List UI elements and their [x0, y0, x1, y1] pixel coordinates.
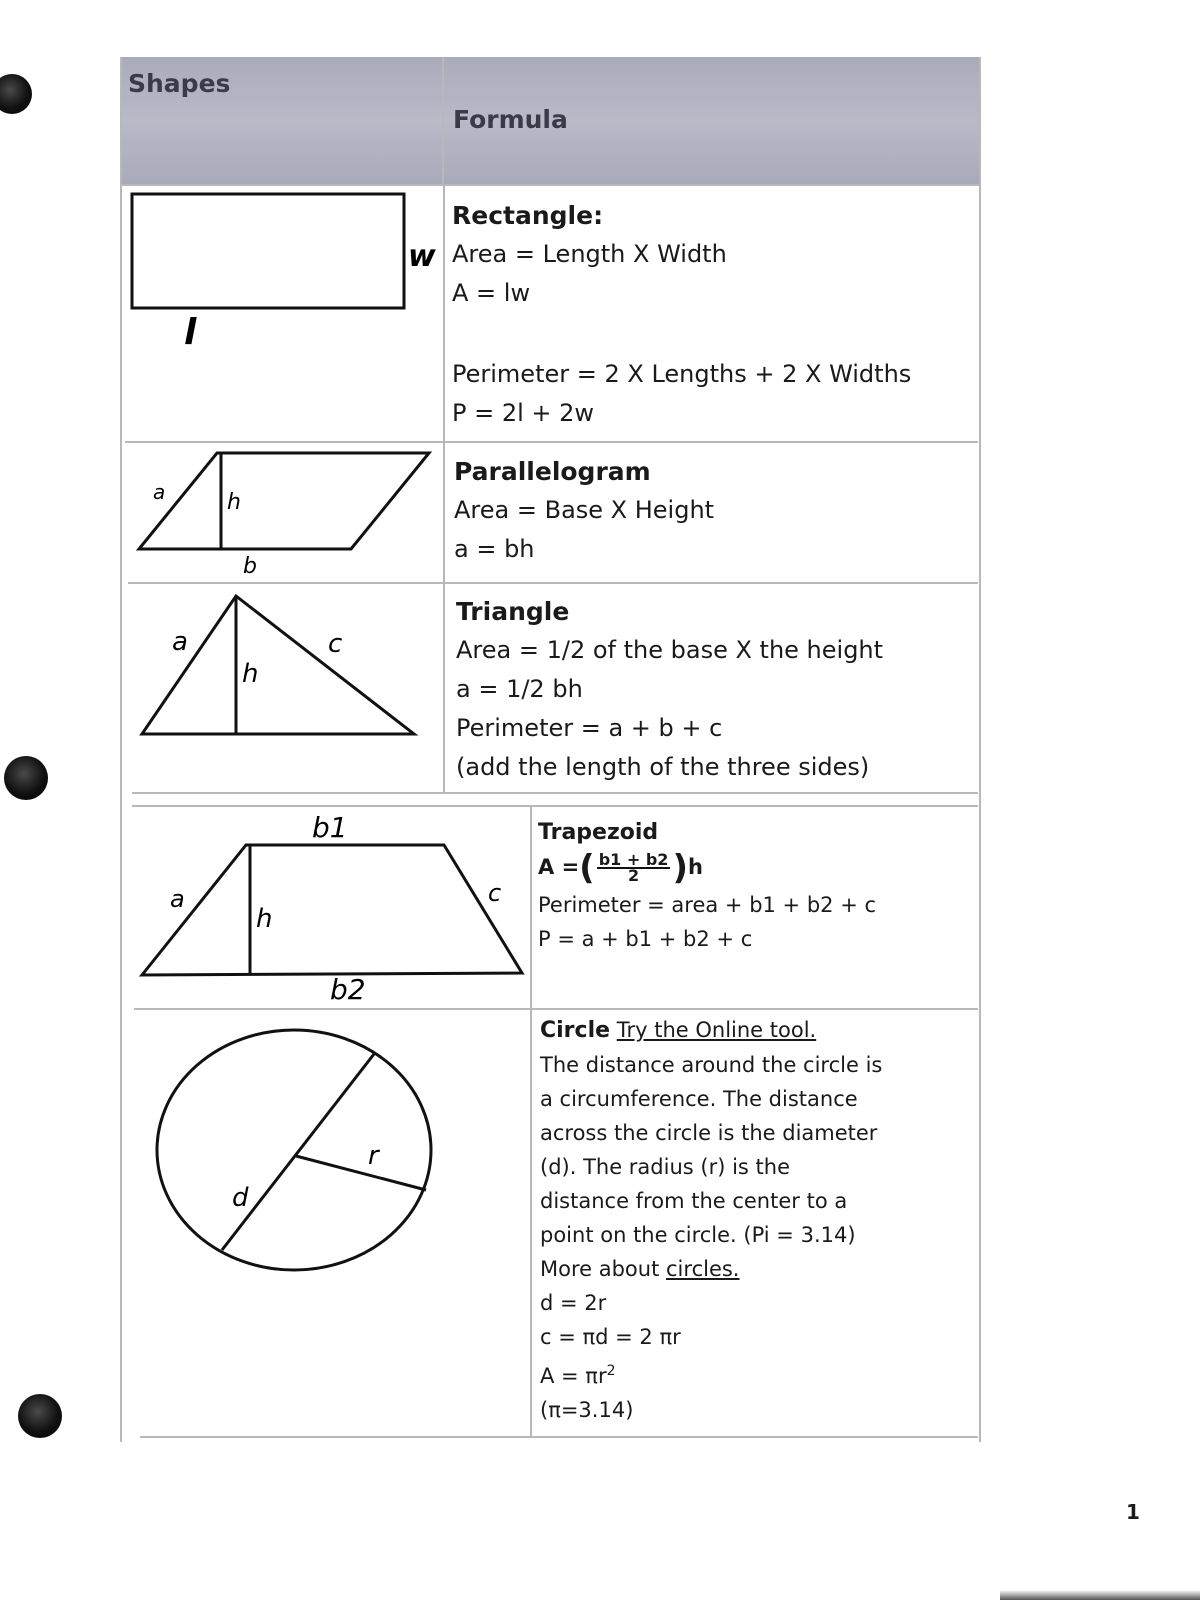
rectangle-perimeter-formula: Perimeter = 2 X Lengths + 2 X Widths	[452, 360, 912, 388]
circle-description-line-1: The distance around the circle is	[540, 1053, 883, 1077]
triangle-label-c: c	[328, 629, 343, 659]
circle-circumference-formula: c = πd = 2 πr	[540, 1325, 681, 1349]
header-shapes-label: Shapes	[128, 69, 231, 98]
trapezoid-label-h: h	[256, 904, 273, 934]
circle-description-line-2: a circumference. The distance	[540, 1087, 858, 1111]
circles-link[interactable]: circles.	[666, 1257, 740, 1281]
triangle-area-short: a = 1/2 bh	[456, 675, 583, 703]
triangle-title: Triangle	[456, 597, 570, 626]
circle-area-base: A = πr	[540, 1364, 607, 1388]
triangle-diagram	[128, 584, 444, 792]
triangle-shape	[142, 596, 414, 734]
page-number: 1	[1126, 1500, 1140, 1524]
parallelogram-label-b: b	[243, 554, 257, 579]
header-divider	[442, 57, 444, 185]
table-border-bottom	[140, 1436, 978, 1438]
trapezoid-label-a: a	[170, 885, 185, 913]
triangle-area-formula: Area = 1/2 of the base X the height	[456, 636, 884, 664]
circle-more-line	[540, 1252, 882, 1286]
trapezoid-label-c: c	[488, 879, 502, 907]
rectangle-diagram	[122, 186, 442, 441]
circle-diameter-line	[222, 1054, 374, 1250]
rectangle-shape	[132, 194, 404, 308]
rectangle-spacer	[452, 313, 911, 355]
circle-more-prefix: More about	[540, 1257, 660, 1281]
parallelogram-area-formula: Area = Base X Height	[454, 496, 715, 524]
circle-area-exponent: 2	[606, 1363, 616, 1379]
circle-title: Circle	[540, 1018, 611, 1043]
parallelogram-title: Parallelogram	[454, 457, 651, 486]
circle-description-line-4: (d). The radius (r) is the	[540, 1155, 791, 1179]
circle-diameter-formula: d = 2r	[540, 1291, 607, 1315]
circle-pi-value: (π=3.14)	[540, 1398, 634, 1422]
circle-shape	[157, 1030, 431, 1270]
circle-formula-block	[540, 1013, 882, 1427]
table-border-right	[979, 57, 981, 1442]
trapezoid-fraction-denominator: 2	[628, 866, 640, 885]
header-formula-label: Formula	[453, 105, 568, 134]
column-divider-lower	[530, 806, 532, 1436]
trapezoid-shape	[142, 845, 522, 975]
triangle-label-a: a	[172, 627, 188, 657]
parallelogram-label-a: a	[153, 480, 166, 504]
circle-online-tool-link[interactable]: Try the Online tool.	[616, 1018, 817, 1042]
row-border-3	[132, 792, 978, 794]
binder-hole-middle	[4, 756, 48, 800]
circle-label-d: d	[232, 1183, 249, 1213]
trapezoid-label-b1: b1	[312, 811, 348, 844]
rectangle-label-w: w	[408, 239, 436, 274]
trapezoid-formula-block	[538, 816, 876, 956]
trapezoid-formula-suffix: h	[687, 855, 703, 879]
trapezoid-area-formula	[538, 850, 876, 888]
triangle-perimeter-formula: Perimeter = a + b + c	[456, 714, 723, 742]
binder-hole-bottom	[18, 1394, 62, 1438]
trapezoid-open-paren: (	[579, 848, 595, 888]
circle-description-line-6: point on the circle. (Pi = 3.14)	[540, 1223, 856, 1247]
circle-description-line-3: across the circle is the diameter	[540, 1121, 878, 1145]
circle-radius-line	[296, 1156, 426, 1190]
rectangle-title: Rectangle:	[452, 201, 604, 230]
rectangle-perimeter-short: P = 2l + 2w	[452, 399, 595, 427]
trapezoid-title: Trapezoid	[538, 820, 659, 845]
trapezoid-diagram	[134, 807, 530, 1008]
triangle-formula-block	[456, 592, 883, 787]
circle-area-formula	[540, 1354, 882, 1393]
parallelogram-diagram	[125, 443, 443, 582]
circle-label-r: r	[368, 1141, 379, 1171]
trapezoid-formula-prefix: A =	[538, 855, 580, 879]
parallelogram-area-short: a = bh	[454, 535, 535, 563]
circle-diagram	[136, 1010, 530, 1436]
trapezoid-perimeter-short: P = a + b1 + b2 + c	[538, 927, 753, 951]
rectangle-formula-block	[452, 196, 911, 433]
trapezoid-perimeter-formula: Perimeter = area + b1 + b2 + c	[538, 893, 877, 917]
trapezoid-label-b2: b2	[330, 973, 366, 1006]
parallelogram-label-h: h	[227, 490, 241, 515]
trapezoid-close-paren: )	[672, 848, 688, 888]
rectangle-area-formula: Area = Length X Width	[452, 240, 727, 268]
rectangle-label-l: l	[184, 312, 197, 353]
triangle-perimeter-note: (add the length of the three sides)	[456, 753, 870, 781]
scan-edge-shadow	[1000, 1590, 1200, 1600]
binder-hole-top	[0, 74, 32, 114]
parallelogram-formula-block	[454, 452, 714, 569]
circle-description-line-5: distance from the center to a	[540, 1189, 848, 1213]
rectangle-area-short: A = lw	[452, 279, 531, 307]
circle-title-line	[540, 1013, 882, 1048]
trapezoid-fraction-numerator: b1 + b2	[598, 850, 669, 869]
trapezoid-fraction	[597, 850, 671, 885]
parallelogram-shape	[139, 453, 429, 549]
header-formula-cell	[443, 57, 981, 185]
triangle-label-h: h	[242, 659, 259, 689]
header-shapes-cell	[120, 57, 443, 185]
